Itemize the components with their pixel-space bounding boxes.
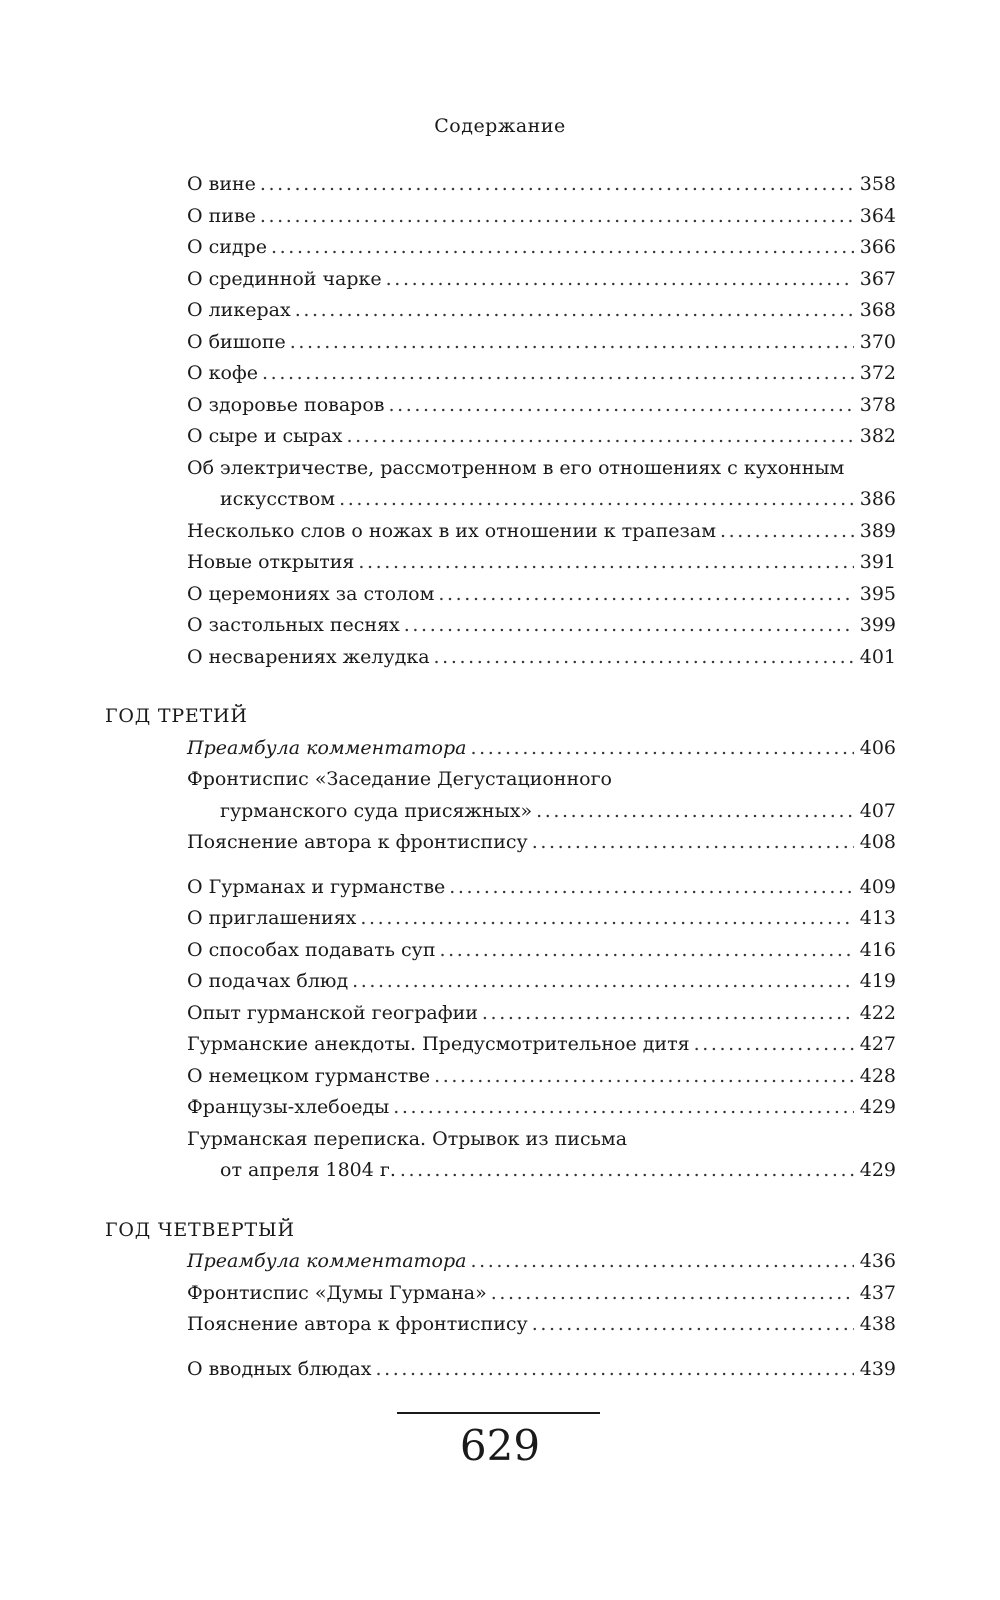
dot-leader: [360, 903, 853, 935]
toc-entry[interactable]: [105, 327, 896, 359]
dot-leader: [404, 610, 854, 642]
toc-entry-page: 382: [859, 425, 896, 447]
dot-leader: [434, 642, 854, 674]
toc-entry-page: 429: [859, 1096, 896, 1118]
toc-entry-title: Фронтиспис «Заседание Дегустационного: [187, 768, 612, 790]
dot-leader: [352, 966, 854, 998]
dot-leader: [449, 872, 853, 904]
toc-entry-title: О здоровье поваров: [187, 393, 385, 416]
dot-leader: [491, 1278, 854, 1310]
running-head: Содержание: [434, 115, 566, 137]
dot-leader: [440, 935, 854, 967]
toc-entry[interactable]: [105, 547, 896, 579]
toc-entry[interactable]: [105, 201, 896, 233]
dot-leader: [262, 358, 854, 390]
dot-leader: [260, 169, 854, 201]
toc-entry-page: 419: [859, 970, 896, 992]
toc-entry-title-continued: от апреля 1804 г.: [220, 1159, 396, 1181]
footer-rule: [397, 1412, 600, 1414]
toc-entry-title-continued: гурманского суда присяжных»: [220, 799, 533, 822]
toc-entry-page: 370: [859, 330, 896, 353]
toc-entry-title: Новые открытия: [187, 551, 355, 573]
spacer: [105, 1341, 896, 1354]
toc-entry[interactable]: [105, 1092, 896, 1124]
dot-leader: [271, 232, 854, 264]
spacer: [105, 859, 896, 872]
toc-entry-title: О вине: [187, 173, 256, 195]
toc-entry[interactable]: [105, 516, 896, 548]
toc-entry-page: 413: [859, 907, 896, 929]
toc-entry-page: 372: [859, 362, 896, 384]
toc-entry-page: 428: [859, 1064, 896, 1087]
toc-entry-title: О Гурманах и гурманстве: [187, 875, 446, 898]
toc-entry-title: Опыт гурманской географии: [187, 1001, 478, 1024]
dot-leader: [290, 327, 854, 359]
toc-entry-title: О приглашениях: [187, 907, 357, 929]
toc-entry-title: О срединной чарке: [187, 267, 382, 290]
toc-entry-page: 416: [859, 938, 896, 961]
toc-entry[interactable]: [105, 1061, 896, 1093]
toc-entry[interactable]: [105, 453, 896, 516]
dot-leader: [434, 1061, 854, 1093]
dot-leader: [295, 295, 854, 327]
toc-entry-title: О способах подавать суп: [187, 938, 436, 961]
toc-entry-title: Фронтиспис «Думы Гурмана»: [187, 1281, 487, 1304]
toc-entry-title: О сыре и сырах: [187, 425, 343, 447]
toc-entry[interactable]: [105, 264, 896, 296]
toc-entry-title: Об электричестве, рассмотренном в его отношениях с кухонным: [187, 456, 845, 479]
toc-entry-title: О ликерах: [187, 299, 291, 321]
toc-entry-page: 437: [859, 1281, 896, 1304]
toc-entry-title: Пояснение автора к фронтиспису: [187, 831, 528, 853]
toc-entry-title: О сидре: [187, 236, 268, 258]
toc-entry-page: 422: [859, 1001, 896, 1024]
toc-entry-page: 407: [859, 799, 896, 822]
toc-entry-title: О церемониях за столом: [187, 582, 435, 605]
toc-entry[interactable]: [105, 579, 896, 611]
toc-entry-title: Французы-хлебоеды: [187, 1096, 390, 1118]
dot-leader: [536, 796, 854, 828]
toc-entry-title: Преамбула комментатора: [187, 736, 467, 759]
toc-entry-page: 395: [859, 582, 896, 605]
toc-entry-page: 429: [859, 1159, 896, 1181]
dot-leader: [393, 1092, 854, 1124]
dot-leader: [388, 390, 853, 422]
dot-leader: [438, 579, 853, 611]
dot-leader: [375, 1354, 853, 1386]
page-number: 629: [459, 1421, 541, 1470]
toc-entry-page: 439: [859, 1357, 896, 1380]
toc-entry-page: 366: [859, 236, 896, 258]
dot-leader: [470, 733, 853, 765]
dot-leader: [482, 998, 854, 1030]
toc-entry[interactable]: [105, 421, 896, 453]
dot-leader: [720, 516, 854, 548]
toc-entry-title: О кофе: [187, 362, 259, 384]
toc-entry-title: Гурманские анекдоты. Предусмотрительное дитя: [187, 1033, 690, 1055]
toc-entry-page: 391: [859, 551, 896, 573]
toc-entry-page: 406: [859, 736, 896, 759]
toc-entry[interactable]: [105, 827, 896, 859]
toc-entry-title: Несколько слов о ножах в их отношении к трапезам: [187, 519, 717, 542]
toc-entry-title: Пояснение автора к фронтиспису: [187, 1313, 528, 1335]
toc-entry-page: 409: [859, 875, 896, 898]
toc-entry-title: О бишопе: [187, 330, 286, 353]
dot-leader: [470, 1246, 853, 1278]
toc-entry[interactable]: [105, 935, 896, 967]
toc-entry[interactable]: [105, 390, 896, 422]
toc-entry-page: 436: [859, 1250, 896, 1272]
toc-entry-title: О пиве: [187, 204, 256, 227]
toc-entry[interactable]: [105, 1278, 896, 1310]
toc-entry[interactable]: [105, 295, 896, 327]
toc-entry-page: 378: [859, 393, 896, 416]
dot-leader: [532, 1309, 854, 1341]
dot-leader: [347, 421, 854, 453]
toc-entry-title-continued: искусством: [220, 488, 336, 510]
toc-entry[interactable]: [105, 998, 896, 1030]
toc-entry-page: 438: [859, 1313, 896, 1335]
toc-entry[interactable]: [105, 232, 896, 264]
dot-leader: [386, 264, 854, 296]
toc-entry[interactable]: [105, 1354, 896, 1386]
toc-entry-page: 399: [859, 614, 896, 636]
section-heading-year-four: ГОД ЧЕТВЕРТЫЙ: [105, 1218, 295, 1241]
toc-entry-title: О подачах блюд: [187, 970, 349, 992]
toc-entry-title: Гурманская переписка. Отрывок из письма: [187, 1127, 628, 1150]
toc-entry-page: 367: [859, 267, 896, 290]
toc-entry-page: 358: [859, 173, 896, 195]
toc-entry[interactable]: [105, 169, 896, 201]
section-heading-year-three: ГОД ТРЕТИЙ: [105, 705, 248, 727]
toc-entry-title: О немецком гурманстве: [187, 1064, 431, 1087]
toc-entry[interactable]: [105, 1246, 896, 1278]
toc-entry-page: 389: [859, 519, 896, 542]
toc-entry[interactable]: [105, 872, 896, 904]
toc-entry[interactable]: [105, 642, 896, 674]
table-of-contents: [105, 169, 896, 1385]
toc-entry[interactable]: [105, 610, 896, 642]
toc-entry[interactable]: [105, 358, 896, 390]
toc-entry-page: 408: [859, 831, 896, 853]
toc-entry[interactable]: [105, 764, 896, 827]
toc-entry[interactable]: [105, 903, 896, 935]
toc-entry[interactable]: [105, 966, 896, 998]
dot-leader: [400, 1155, 854, 1187]
toc-entry[interactable]: [105, 1309, 896, 1341]
toc-entry-page: 368: [859, 299, 896, 321]
toc-entry-page: 364: [859, 204, 896, 227]
toc-entry-title: О застольных песнях: [187, 614, 400, 636]
toc-entry[interactable]: [105, 1124, 896, 1187]
toc-entry-page: 427: [859, 1033, 896, 1055]
toc-entry-page: 386: [859, 488, 896, 510]
toc-entry-title: О несварениях желудка: [187, 645, 430, 668]
toc-entry[interactable]: [105, 1029, 896, 1061]
toc-entry-page: 401: [859, 645, 896, 668]
dot-leader: [694, 1029, 854, 1061]
dot-leader: [358, 547, 853, 579]
dot-leader: [339, 484, 854, 516]
toc-entry-title: О вводных блюдах: [187, 1357, 372, 1380]
dot-leader: [532, 827, 854, 859]
dot-leader: [260, 201, 854, 233]
toc-entry-title: Преамбула комментатора: [187, 1250, 467, 1272]
toc-entry[interactable]: [105, 733, 896, 765]
